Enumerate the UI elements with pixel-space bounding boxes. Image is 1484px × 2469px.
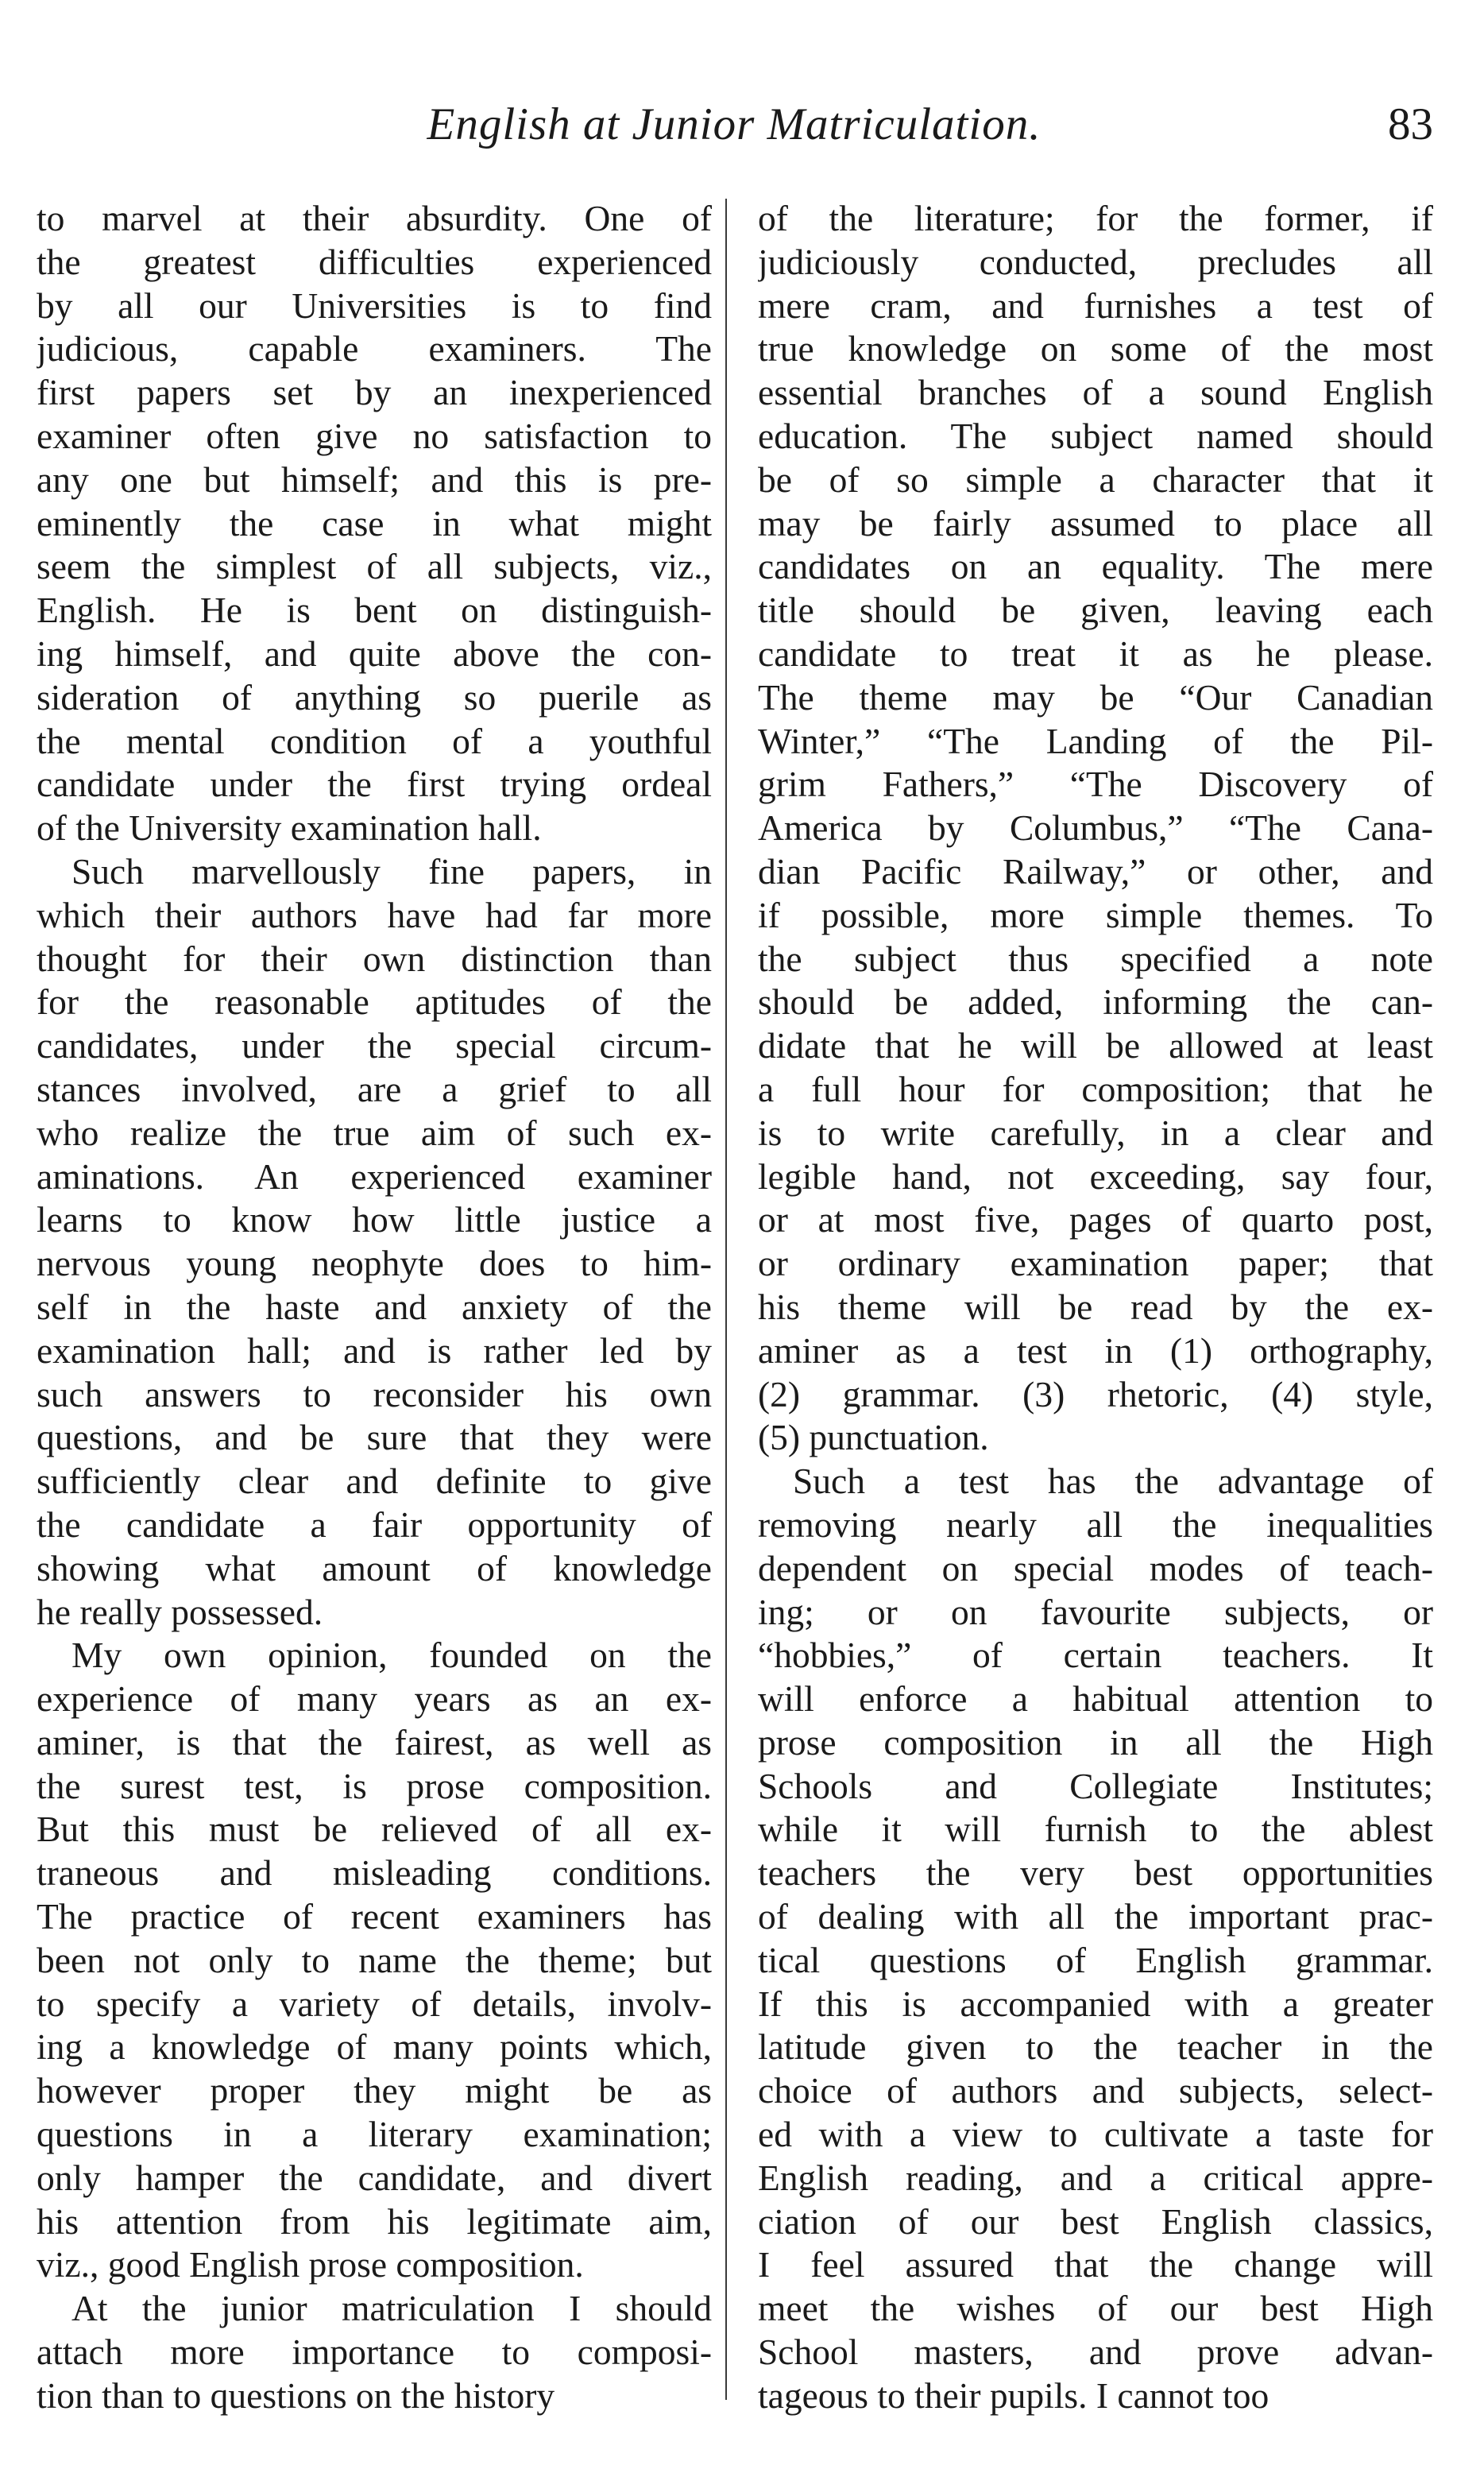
text-line: should be added, informing the can-: [758, 981, 1433, 1023]
running-title: English at Junior Matriculation.: [427, 99, 1042, 149]
text-line: seem the simplest of all subjects, viz.,: [37, 546, 712, 587]
text-line: who realize the true aim of such ex-: [37, 1112, 712, 1153]
text-line: My own opinion, founded on the: [71, 1635, 712, 1676]
text-line: ing a knowledge of many points which,: [37, 2026, 712, 2068]
text-line: The practice of recent examiners has: [37, 1896, 712, 1937]
text-line: however proper they might be as: [37, 2070, 712, 2111]
text-line: dian Pacific Railway,” or other, and: [758, 850, 1433, 892]
text-line: didate that he will be allowed at least: [758, 1025, 1433, 1066]
text-line: I feel assured that the change will: [758, 2244, 1433, 2285]
text-line: aminations. An experienced examiner: [37, 1155, 712, 1197]
text-line: (5) punctuation.: [758, 1417, 989, 1458]
text-line: Such a test has the advantage of: [793, 1461, 1433, 1502]
text-line: aminer as a test in (1) orthography,: [758, 1329, 1433, 1371]
text-line: But this must be relieved of all ex-: [37, 1809, 712, 1850]
text-line: or ordinary examination paper; that: [758, 1243, 1433, 1284]
text-line: such answers to reconsider his own: [37, 1373, 712, 1414]
text-line: ing; or on favourite subjects, or: [758, 1591, 1433, 1632]
text-line: mere cram, and furnishes a test of: [758, 284, 1433, 326]
text-line: School masters, and prove advan-: [758, 2332, 1433, 2373]
left-paragraph: [37, 850, 712, 1634]
text-line: traneous and misleading conditions.: [37, 1852, 712, 1894]
text-line: dependent on special modes of teach-: [758, 1547, 1433, 1589]
text-line: learns to know how little justice a: [37, 1199, 712, 1240]
left-column: [37, 197, 712, 2418]
text-line: be of so simple a character that it: [758, 459, 1433, 500]
text-line: candidate under the first trying ordeal: [37, 764, 712, 805]
text-line: the subject thus specified a note: [758, 938, 1433, 979]
text-line: examiner often give no satisfaction to: [37, 415, 712, 456]
text-line: or at most five, pages of quarto post,: [758, 1199, 1433, 1240]
left-paragraph: [37, 1634, 712, 2287]
text-line: sideration of anything so puerile as: [37, 676, 712, 718]
text-line: If this is accompanied with a greater: [758, 1983, 1433, 2024]
text-line: America by Columbus,” “The Cana-: [758, 807, 1433, 849]
text-line: attach more importance to composi-: [37, 2332, 712, 2373]
text-line: meet the wishes of our best High: [758, 2288, 1433, 2329]
text-line: of dealing with all the important prac-: [758, 1896, 1433, 1937]
text-line: he really possessed.: [37, 1591, 323, 1632]
text-line: Such marvellously fine papers, in: [71, 850, 712, 892]
text-line: teachers the very best opportunities: [758, 1852, 1433, 1894]
text-line: removing nearly all the inequalities: [758, 1503, 1433, 1545]
text-line: aminer, is that the fairest, as well as: [37, 1721, 712, 1763]
text-line: of the University examination hall.: [37, 807, 542, 849]
text-line: his attention from his legitimate aim,: [37, 2200, 712, 2242]
text-line: his theme will be read by the ex-: [758, 1286, 1433, 1327]
text-line: to specify a variety of details, involv-: [37, 1983, 712, 2024]
text-line: viz., good English prose composition.: [37, 2244, 584, 2285]
text-line: showing what amount of knowledge: [37, 1547, 712, 1589]
text-line: education. The subject named should: [758, 415, 1433, 456]
text-line: stances involved, are a grief to all: [37, 1068, 712, 1109]
text-line: which their authors have had far more: [37, 894, 712, 935]
text-line: English. He is bent on distinguish-: [37, 590, 712, 631]
right-column: [758, 197, 1433, 2418]
text-line: ciation of our best English classics,: [758, 2200, 1433, 2242]
right-paragraph: [758, 1460, 1433, 2418]
text-line: to marvel at their absurdity. One of: [37, 198, 712, 238]
left-paragraph: [37, 197, 712, 850]
text-line: will enforce a habitual attention to: [758, 1678, 1433, 1720]
text-line: legible hand, not exceeding, say four,: [758, 1155, 1433, 1197]
text-line: “hobbies,” of certain teachers. It: [758, 1635, 1433, 1676]
text-line: tion than to questions on the history: [37, 2374, 555, 2416]
text-line: self in the haste and anxiety of the: [37, 1286, 712, 1327]
text-line: ed with a view to cultivate a taste for: [758, 2114, 1433, 2155]
text-line: candidates, under the special circum-: [37, 1025, 712, 1066]
text-line: ing himself, and quite above the con-: [37, 633, 712, 674]
text-line: is to write carefully, in a clear and: [758, 1112, 1433, 1153]
text-line: At the junior matriculation I should: [71, 2288, 712, 2329]
right-paragraph: [758, 197, 1433, 1460]
text-line: the candidate a fair opportunity of: [37, 1503, 712, 1545]
text-line: the greatest difficulties experienced: [37, 241, 712, 282]
text-line: tageous to their pupils. I cannot too: [758, 2374, 1270, 2416]
text-line: for the reasonable aptitudes of the: [37, 981, 712, 1023]
text-line: sufficiently clear and definite to give: [37, 1461, 712, 1502]
text-line: tical questions of English grammar.: [758, 1939, 1433, 1980]
text-line: (2) grammar. (3) rhetoric, (4) style,: [758, 1373, 1433, 1414]
text-line: examination hall; and is rather led by: [37, 1329, 712, 1371]
text-line: first papers set by an inexperienced: [37, 372, 712, 413]
text-line: Schools and Collegiate Institutes;: [758, 1765, 1433, 1806]
text-line: questions in a literary examination;: [37, 2114, 712, 2155]
left-paragraph: [37, 2287, 712, 2417]
text-line: nervous young neophyte does to him-: [37, 1243, 712, 1284]
text-line: grim Fathers,” “The Discovery of: [758, 764, 1433, 805]
text-line: candidates on an equality. The mere: [758, 546, 1433, 587]
text-line: judicious, capable examiners. The: [37, 328, 712, 370]
text-line: latitude given to the teacher in the: [758, 2026, 1433, 2068]
column-divider: [725, 199, 727, 2400]
text-line: if possible, more simple themes. To: [758, 894, 1433, 935]
text-line: experience of many years as an ex-: [37, 1678, 712, 1720]
text-line: the surest test, is prose composition.: [37, 1765, 712, 1806]
text-line: may be fairly assumed to place all: [758, 502, 1433, 544]
text-line: The theme may be “Our Canadian: [758, 676, 1433, 718]
text-line: true knowledge on some of the most: [758, 328, 1433, 370]
text-line: thought for their own distinction than: [37, 938, 712, 979]
text-line: eminently the case in what might: [37, 502, 712, 544]
text-line: the mental condition of a youthful: [37, 720, 712, 761]
text-line: by all our Universities is to find: [37, 284, 712, 326]
text-line: questions, and be sure that they were: [37, 1417, 712, 1458]
text-line: while it will furnish to the ablest: [758, 1809, 1433, 1850]
text-line: any one but himself; and this is pre-: [37, 459, 712, 500]
text-line: prose composition in all the High: [758, 1721, 1433, 1763]
text-line: English reading, and a critical appre-: [758, 2157, 1433, 2198]
text-line: essential branches of a sound English: [758, 372, 1433, 413]
text-line: of the literature; for the former, if: [758, 198, 1433, 238]
running-head: [35, 89, 1433, 161]
text-line: Winter,” “The Landing of the Pil-: [758, 720, 1433, 761]
text-line: title should be given, leaving each: [758, 590, 1433, 631]
text-line: a full hour for composition; that he: [758, 1068, 1433, 1109]
text-line: been not only to name the theme; but: [37, 1939, 712, 1980]
text-line: choice of authors and subjects, select-: [758, 2070, 1433, 2111]
text-line: candidate to treat it as he please.: [758, 633, 1433, 674]
text-line: only hamper the candidate, and divert: [37, 2157, 712, 2198]
page-number: 83: [1388, 99, 1433, 149]
text-line: judiciously conducted, precludes all: [758, 241, 1433, 282]
